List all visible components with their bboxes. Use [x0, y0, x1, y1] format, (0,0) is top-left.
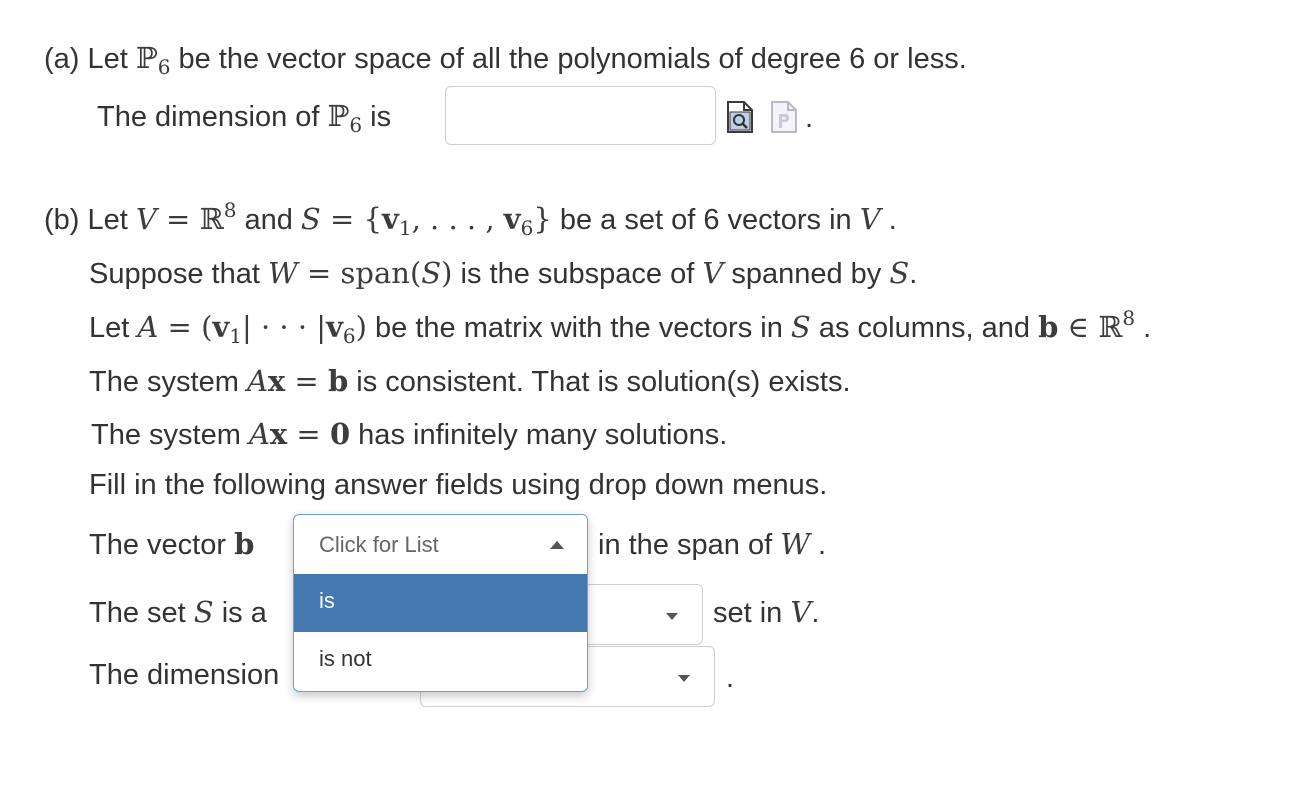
- part-a-dimension-prompt: The dimension of ℙ$_6$ is: [97, 99, 392, 137]
- polynomial-space-symbol: ℙ: [135, 41, 158, 75]
- chevron-down-icon: [666, 613, 678, 620]
- part-b-consistent-statement: The system Ax = b is consistent. That is solution(s) exists.: [89, 364, 851, 398]
- dropdown-option-is[interactable]: is: [294, 574, 587, 632]
- part-a-statement: (a) Let ℙ$_6$ be the vector space of all the polynomials of degree 6 or less.: [44, 41, 967, 79]
- dropdown-placeholder: Click for List: [319, 532, 439, 557]
- chevron-up-icon: [550, 541, 564, 549]
- chevron-down-icon: [678, 675, 690, 682]
- dimension-label: The dimension: [89, 659, 280, 691]
- set-s-suffix: set in V.: [713, 595, 820, 629]
- dropdown-option-is-not[interactable]: is not: [319, 646, 372, 671]
- preview-icon[interactable]: [726, 100, 754, 134]
- page-icon[interactable]: [770, 100, 798, 134]
- part-b-span-statement: Suppose that W = span(S) is the subspace of V spanned by S.: [89, 256, 918, 290]
- vector-b-dropdown[interactable]: [293, 514, 588, 692]
- vector-b-suffix: in the span of W .: [598, 527, 827, 561]
- dimension-answer-input[interactable]: [445, 86, 716, 145]
- part-b-matrix-statement: Let $A = (v_1|$ · · · $|v_6$) be the matrix with the vectors in S as columns, and b ∈ ℝ$^8$ .: [89, 306, 1152, 348]
- dimension-suffix: .: [726, 662, 735, 694]
- vector-b-select[interactable]: [294, 515, 587, 574]
- vector-b-label: The vector b: [89, 527, 255, 561]
- part-b-instructions: Fill in the following answer fields using drop down menus.: [89, 469, 828, 501]
- part-b-homogeneous-statement: The system Ax = 0 has infinitely many solutions.: [91, 417, 728, 451]
- part-a-period: .: [805, 102, 814, 134]
- part-b-statement: (b) Let V = ℝ$^8$ and $S = \{v_1$, . . . , $v_6$} be a set of 6 vectors in V .: [44, 198, 897, 240]
- set-s-label: The set S is a: [89, 595, 267, 629]
